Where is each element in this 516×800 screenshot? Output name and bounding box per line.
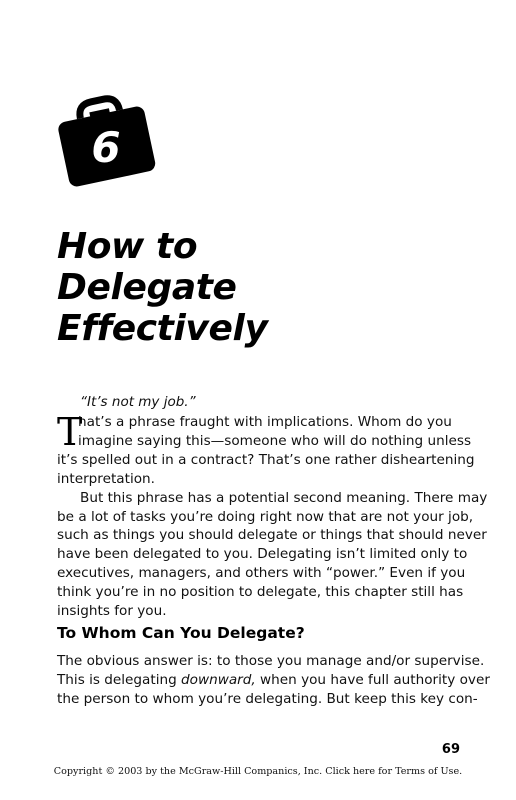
- paragraph-line: insights for you.: [57, 603, 167, 620]
- paragraph-line: the person to whom you’re delegating. But keep this key con-: [57, 690, 478, 707]
- paragraph-line: imagine saying this—someone who will do nothing unless: [78, 432, 472, 449]
- copyright-notice: [0, 766, 516, 777]
- section-heading: To Whom Can You Delegate?: [57, 624, 305, 642]
- text-run: when you have full authority over: [255, 671, 490, 688]
- paragraph-line: But this phrase has a potential second meaning. There may: [80, 489, 488, 506]
- title-line: Effectively: [57, 308, 268, 349]
- section-paragraph: [57, 652, 490, 709]
- paragraph-line: have been delegated to you. Delegating isn’t limited only to: [57, 546, 468, 563]
- terms-of-use-link[interactable]: Click here for Terms of Use.: [325, 766, 463, 777]
- epigraph: “It’s not my job.”: [80, 394, 196, 410]
- paragraph-line: it’s spelled out in a contract? That’s one rather disheartening: [57, 451, 475, 468]
- title-line: How to: [57, 226, 198, 267]
- title-line: Delegate: [57, 267, 237, 308]
- paragraph-line: interpretation.: [57, 470, 155, 487]
- paragraph-line: such as things you should delegate or things that should never: [57, 527, 487, 544]
- emphasis: downward,: [181, 671, 256, 688]
- intro-paragraph: [57, 410, 488, 621]
- drop-cap: T: [57, 410, 83, 454]
- briefcase-icon: [52, 88, 156, 188]
- paragraph-line: think you’re in no position to delegate, this chapter still has: [57, 584, 464, 601]
- paragraph-line: The obvious answer is: to those you manage and/or supervise.: [57, 653, 485, 669]
- paragraph-line: executives, managers, and others with “power.” Even if you: [57, 565, 466, 582]
- copyright-text: Copyright © 2003 by the McGraw-Hill Companics, Inc.: [53, 766, 326, 777]
- page-number: 69: [441, 742, 460, 757]
- paragraph-line: [57, 671, 490, 690]
- chapter-title: [57, 226, 268, 349]
- chapter-number: 6: [91, 123, 121, 172]
- paragraph-line: be a lot of tasks you’re doing right now that are not your job,: [57, 508, 474, 525]
- paragraph-line: hat’s a phrase fraught with implications. Whom do you: [78, 414, 452, 430]
- text-run: This is delegating: [57, 671, 182, 688]
